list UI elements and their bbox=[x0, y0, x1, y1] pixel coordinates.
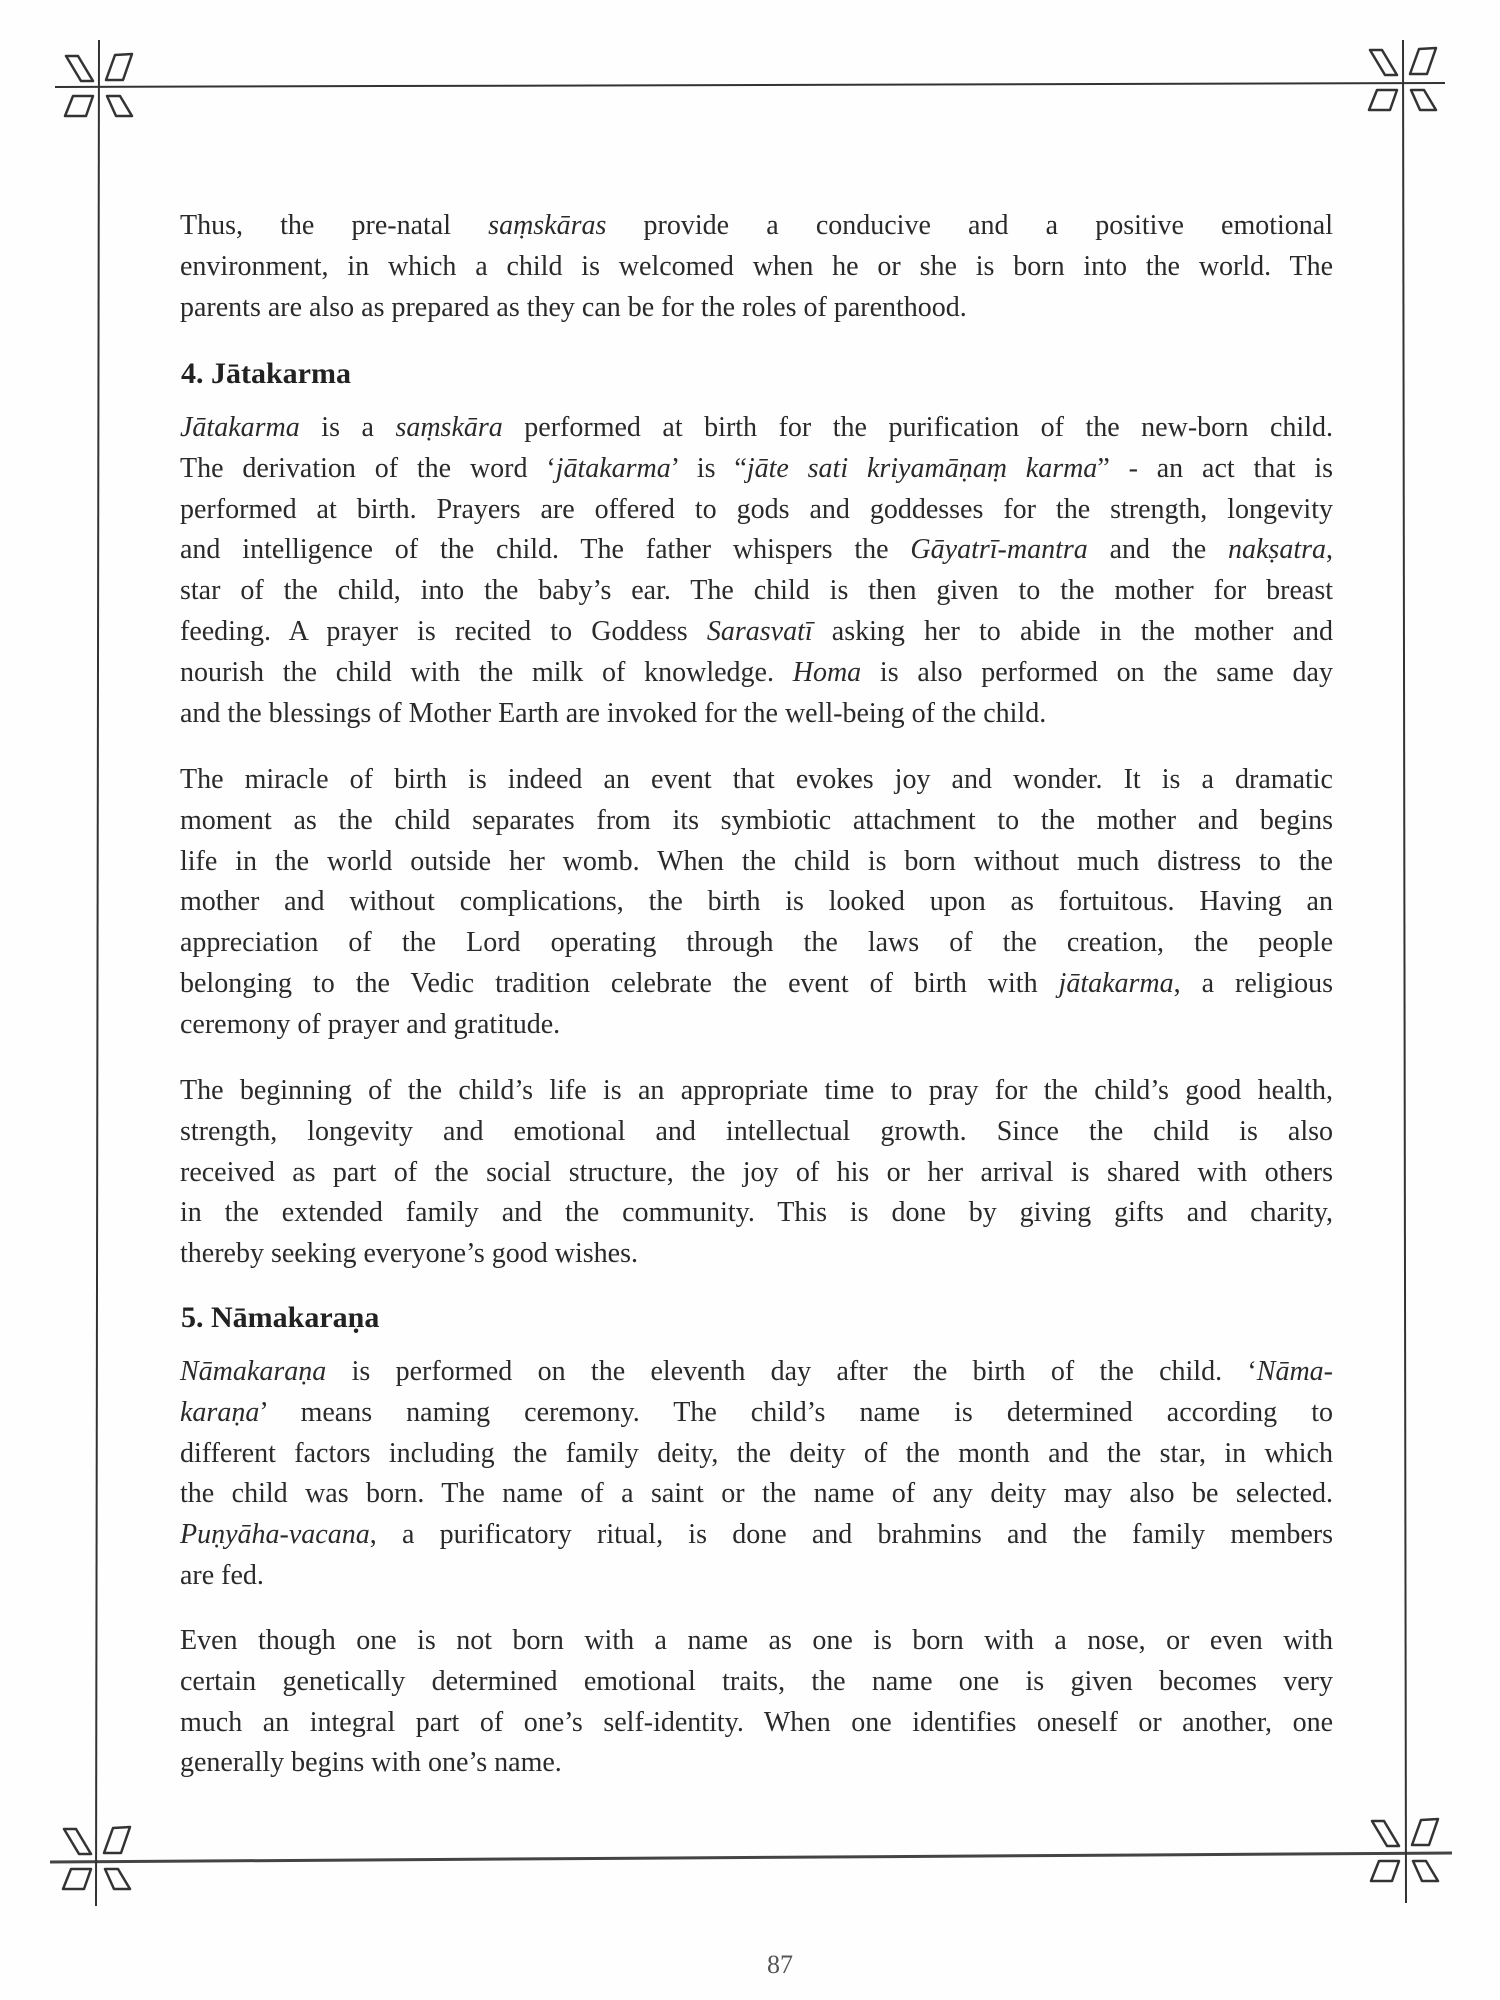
italic-term: Nāma- bbox=[1256, 1356, 1333, 1387]
paragraph-namakarana-description bbox=[180, 1352, 1333, 1597]
paragraph-beginning-of-life bbox=[180, 1071, 1333, 1275]
text-run: certain genetically determined emotional traits, the name one is given becomes very bbox=[180, 1665, 1333, 1697]
text-line bbox=[180, 1743, 1333, 1784]
corner-ornament-bottom-right-icon bbox=[1371, 1819, 1438, 1881]
ornament-petal bbox=[1371, 1861, 1399, 1881]
text-run: thereby seeking everyone’s good wishes. bbox=[180, 1238, 638, 1270]
ornament-petal bbox=[1410, 48, 1436, 74]
ornament-petal bbox=[65, 96, 93, 116]
ornament-petal bbox=[105, 1869, 130, 1889]
text-run: , a purificatory ritual, is done and brahmins and the family members bbox=[369, 1519, 1333, 1551]
ornament-petal bbox=[1413, 1861, 1438, 1881]
text-run: ’ means naming ceremony. The child’s name is determined according to bbox=[259, 1396, 1333, 1428]
text-run: nourish the child with the milk of knowledge. bbox=[180, 656, 793, 688]
text-run: ceremony of prayer and gratitude. bbox=[180, 1008, 561, 1040]
text-run: is performed on the eleventh day after the birth of the child. ‘ bbox=[326, 1356, 1257, 1387]
text-run: The beginning of the child’s life is an appropriate time to pray for the child’s good health, bbox=[180, 1075, 1333, 1106]
italic-term: saṃskāra bbox=[395, 412, 503, 443]
border-right bbox=[1403, 40, 1406, 1903]
text-run: moment as the child separates from its symbiotic attachment to the mother and begins bbox=[180, 804, 1333, 836]
paragraph-name-identity bbox=[180, 1621, 1333, 1784]
border-bottom bbox=[50, 1853, 1452, 1862]
text-run: parents are also as prepared as they can be for the roles of parenthood. bbox=[180, 291, 967, 323]
ornament-petal bbox=[1412, 1819, 1438, 1845]
italic-term: Nāmakaraṇa bbox=[180, 1356, 327, 1387]
text-line bbox=[180, 1153, 1333, 1194]
ornament-petal bbox=[107, 96, 132, 116]
italic-term: karaṇa bbox=[180, 1396, 260, 1428]
italic-term: jāte sati kriyamāṇaṃ karma bbox=[746, 452, 1098, 484]
text-run: appreciation of the Lord operating through the laws of the creation, the people bbox=[180, 927, 1333, 959]
ornament-petal bbox=[104, 1827, 130, 1853]
text-run: strength, longevity and emotional and intellectual growth. Since the child is also bbox=[180, 1115, 1333, 1147]
text-line bbox=[180, 1662, 1333, 1703]
text-line bbox=[180, 923, 1333, 964]
text-run: and the blessings of Mother Earth are invoked for the well-being of the child. bbox=[180, 697, 1047, 729]
text-line bbox=[180, 1071, 1333, 1112]
text-line bbox=[180, 247, 1333, 288]
text-line bbox=[180, 801, 1333, 842]
ornament-petal bbox=[64, 1829, 91, 1854]
text-run: , bbox=[1326, 534, 1333, 566]
text-run: performed at birth for the purification of the new-born child. bbox=[502, 412, 1333, 443]
border-left bbox=[96, 40, 99, 1906]
text-line bbox=[180, 1005, 1333, 1046]
text-line bbox=[180, 760, 1333, 801]
text-run: received as part of the social structure, the joy of his or her arrival is shared with others bbox=[180, 1156, 1333, 1188]
text-line bbox=[180, 206, 1333, 247]
italic-term: Jātakarma bbox=[180, 412, 300, 443]
text-run: environment, in which a child is welcomed when he or she is born into the world. The bbox=[180, 250, 1333, 282]
text-run: and the bbox=[1087, 534, 1228, 566]
text-run: star of the child, into the baby’s ear. The child is then given to the mother for breast bbox=[180, 575, 1333, 607]
paragraph-miracle-of-birth bbox=[180, 760, 1333, 1046]
ornament-petal bbox=[1369, 90, 1397, 110]
text-run: ’ is “ bbox=[670, 452, 747, 484]
ornament-petal bbox=[1411, 90, 1436, 110]
italic-term: Homa bbox=[792, 656, 862, 688]
text-line bbox=[180, 882, 1333, 923]
text-run: ” - an act that is bbox=[1097, 452, 1333, 484]
italic-term: Puṇyāha-vacana bbox=[180, 1519, 370, 1551]
italic-term: saṃskāras bbox=[488, 210, 607, 241]
text-run: generally begins with one’s name. bbox=[180, 1747, 562, 1779]
text-line bbox=[180, 964, 1333, 1005]
ornament-petal bbox=[106, 54, 132, 80]
text-run: and intelligence of the child. The father whispers the bbox=[180, 534, 911, 566]
text-run: belonging to the Vedic tradition celebrate the event of birth with bbox=[180, 967, 1059, 999]
italic-term: Sarasvatī bbox=[706, 615, 813, 647]
text-line bbox=[180, 612, 1333, 653]
ornament-petal bbox=[66, 56, 93, 81]
text-line bbox=[180, 490, 1333, 531]
text-line bbox=[180, 1434, 1333, 1475]
text-run: The derivation of the word ‘ bbox=[180, 452, 556, 484]
text-run: , a religious bbox=[1173, 967, 1333, 999]
text-line bbox=[180, 694, 1333, 735]
text-line bbox=[180, 530, 1333, 571]
text-line bbox=[180, 1193, 1333, 1234]
text-run: feeding. A prayer is recited to Goddess bbox=[180, 615, 707, 647]
text-line bbox=[180, 1515, 1333, 1556]
text-run: performed at birth. Prayers are offered to gods and goddesses for the strength, longevity bbox=[180, 493, 1333, 525]
text-line bbox=[180, 1234, 1333, 1275]
ornament-petal bbox=[1372, 1821, 1399, 1846]
text-run: different factors including the family deity, the deity of the month and the star, in which bbox=[180, 1437, 1333, 1469]
text-run: asking her to abide in the mother and bbox=[812, 615, 1334, 647]
text-run: Thus, the pre-natal bbox=[180, 210, 489, 241]
italic-term: jātakarma bbox=[555, 452, 671, 484]
text-run: is also performed on the same day bbox=[861, 656, 1333, 688]
text-run: provide a conducive and a positive emotional bbox=[606, 210, 1334, 241]
text-run: is a bbox=[299, 412, 396, 443]
text-run: the child was born. The name of a saint or the name of any deity may also be selected. bbox=[180, 1478, 1333, 1510]
section-heading-jatakarma: 4. Jātakarma bbox=[181, 357, 351, 390]
border-top bbox=[55, 83, 1445, 87]
text-line bbox=[180, 1112, 1333, 1153]
text-run: are fed. bbox=[180, 1559, 264, 1591]
paragraph-prenatal-conclusion bbox=[180, 206, 1333, 328]
text-run: much an integral part of one’s self-identity. When one identifies oneself or another, one bbox=[180, 1706, 1333, 1738]
text-line bbox=[180, 288, 1333, 329]
text-line bbox=[180, 1621, 1333, 1662]
paragraph-jatakarma-description bbox=[180, 408, 1333, 734]
text-line bbox=[180, 408, 1333, 449]
text-line bbox=[180, 1556, 1333, 1597]
text-run: Even though one is not born with a name as one is born with a nose, or even with bbox=[180, 1625, 1333, 1656]
text-run: in the extended family and the community. This is done by giving gifts and charity, bbox=[180, 1197, 1333, 1229]
text-line bbox=[180, 1352, 1333, 1393]
page-number: 87 bbox=[767, 1950, 793, 1979]
text-run: mother and without complications, the birth is looked upon as fortuitous. Having an bbox=[180, 886, 1333, 918]
ornament-petal bbox=[63, 1869, 91, 1889]
text-run: life in the world outside her womb. When the child is born without much distress to the bbox=[180, 845, 1333, 877]
text-line bbox=[180, 449, 1333, 490]
ornament-petal bbox=[1370, 50, 1397, 75]
text-line bbox=[180, 571, 1333, 612]
section-heading-namakarana: 5. Nāmakaraṇa bbox=[181, 1301, 380, 1334]
text-line bbox=[180, 1393, 1333, 1434]
italic-term: Gāyatrī-mantra bbox=[910, 534, 1088, 566]
text-line bbox=[180, 1703, 1333, 1744]
italic-term: jātakarma bbox=[1058, 967, 1174, 999]
text-run: The miracle of birth is indeed an event that evokes joy and wonder. It is a dramatic bbox=[180, 764, 1333, 795]
italic-term: nakṣatra bbox=[1228, 534, 1326, 566]
text-line bbox=[180, 842, 1333, 883]
text-line bbox=[180, 653, 1333, 694]
text-line bbox=[180, 1474, 1333, 1515]
